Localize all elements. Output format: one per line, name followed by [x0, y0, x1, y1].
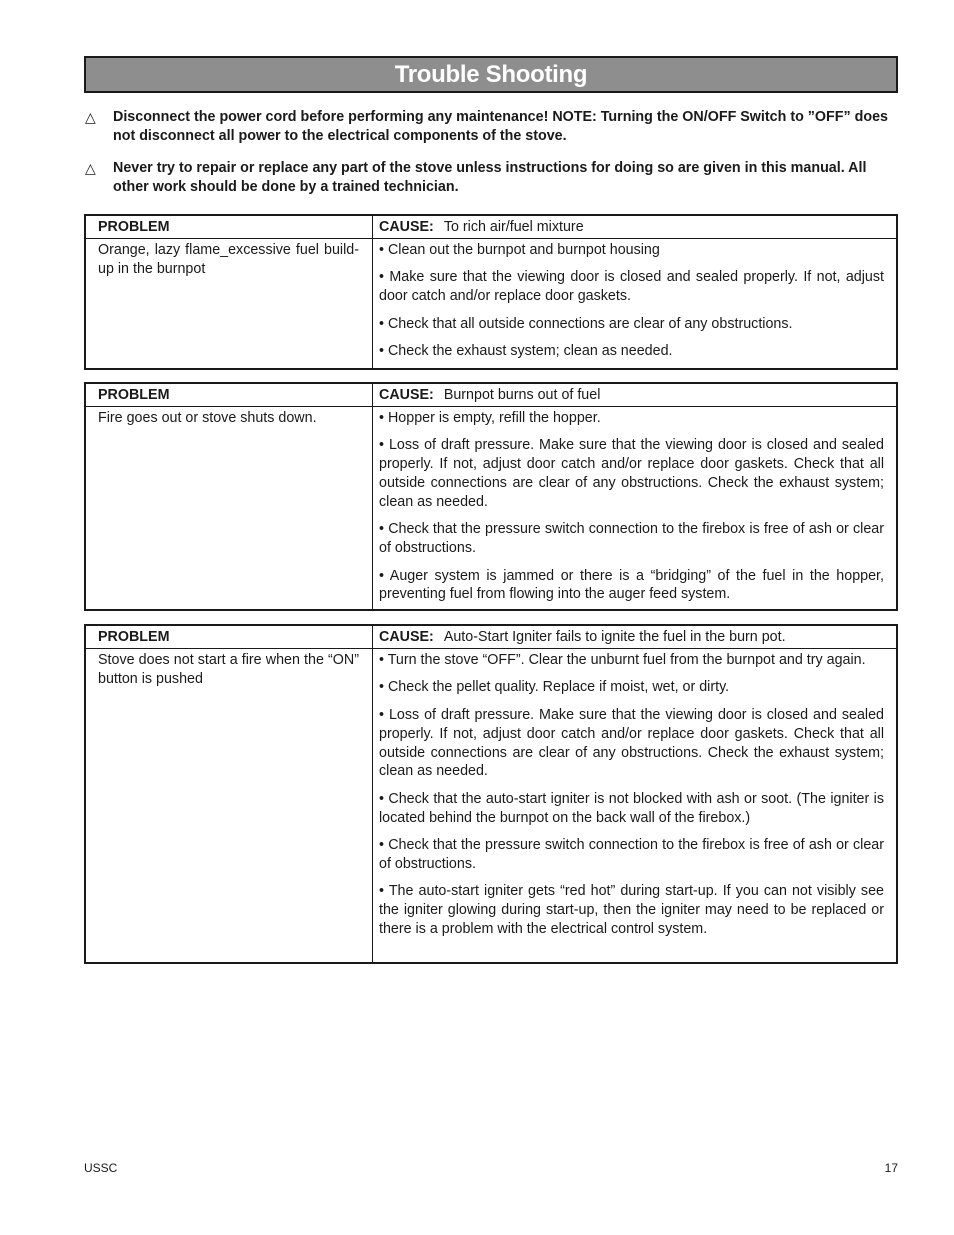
cause-label: CAUSE:: [379, 219, 434, 235]
solutions-list: [373, 649, 896, 962]
warning-triangle-icon: △: [85, 159, 96, 176]
warning-item: [84, 159, 898, 198]
warnings-section: [84, 108, 898, 210]
cause-cell: [373, 626, 786, 648]
problem-table-body: [86, 649, 896, 962]
cause-label: CAUSE:: [379, 387, 434, 403]
problem-description: Orange, lazy flame_excessive fuel build-up in the burnpot: [86, 239, 373, 368]
solution-item: • Turn the stove “OFF”. Clear the unburnt fuel from the burnpot and try again.: [379, 652, 866, 668]
cause-label: CAUSE:: [379, 629, 434, 645]
problem-label: PROBLEM: [86, 384, 373, 406]
solution-item: • Check that the pressure switch connection to the firebox is free of ash or clear of obstructions.: [379, 837, 884, 872]
problem-table: [84, 214, 898, 370]
problem-table: [84, 624, 898, 964]
solution-item: • Auger system is jammed or there is a “bridging” of the fuel in the hopper, preventing fuel from flowing into the auger feed system.: [379, 567, 884, 603]
problem-table-body: [86, 407, 896, 610]
problem-description: Fire goes out or stove shuts down.: [86, 407, 373, 610]
warning-item: [84, 108, 898, 147]
solution-item: • Check that the auto-start igniter is not blocked with ash or soot. (The igniter is located behind the burnpot on the back wall of the firebox.): [379, 790, 884, 826]
solution-item: • Check that the pressure switch connection to the firebox is free of ash or clear of obstructions.: [379, 521, 884, 557]
solution-item: • Hopper is empty, refill the hopper.: [379, 410, 601, 426]
solutions-list: [373, 407, 896, 610]
page-title-banner: [84, 56, 898, 93]
warning-triangle-icon: △: [85, 109, 96, 125]
solution-item: • Check that all outside connections are clear of any obstructions.: [379, 315, 793, 332]
problem-table-body: [86, 239, 896, 368]
problem-table-header: [86, 384, 896, 407]
warning-text: Never try to repair or replace any part of the stove unless instructions for doing so are given in this manual. All other work should be done by a trained technician.: [113, 159, 867, 196]
solution-item: • Clean out the burnpot and burnpot housing: [379, 242, 660, 258]
warning-text: Disconnect the power cord before performing any maintenance! NOTE: Turning the ON/OFF Switch to ”OFF” does not disconnect all power to the electrical components of the stove.: [113, 109, 889, 145]
problem-label: PROBLEM: [86, 216, 373, 238]
solution-item: • The auto-start igniter gets “red hot” during start-up. If you can not visibly see the igniter glowing during start-up, then the igniter may need to be replaced or there is a problem with the electrical control system.: [379, 883, 884, 937]
solution-item: • Check the pellet quality. Replace if moist, wet, or dirty.: [379, 679, 730, 696]
cause-text: Burnpot burns out of fuel: [443, 387, 601, 403]
solutions-list: [373, 239, 896, 368]
problem-table-header: [86, 626, 896, 649]
problem-table: [84, 382, 898, 611]
page-number: 17: [884, 1161, 898, 1175]
cause-text: Auto-Start Igniter fails to ignite the fuel in the burn pot.: [443, 629, 786, 645]
problem-table-header: [86, 216, 896, 239]
solution-item: • Check the exhaust system; clean as needed.: [379, 343, 673, 360]
problem-label: PROBLEM: [86, 626, 373, 648]
solution-item: • Loss of draft pressure. Make sure that the viewing door is closed and sealed properly. If not, adjust door catch and/or replace door gaskets. Check that all outside connections are clear of any obstructions. Check the exhaust system; clean as needed.: [379, 437, 884, 510]
cause-cell: [373, 384, 600, 406]
cause-text: To rich air/fuel mixture: [443, 219, 584, 235]
cause-cell: [373, 216, 584, 238]
solution-item: • Loss of draft pressure. Make sure that the viewing door is closed and sealed properly. If not, adjust door catch and/or replace door gaskets. Check that all outside connections are clear of any obstructions. Check the exhaust system; clean as needed.: [379, 706, 884, 780]
page-title: Trouble Shooting: [394, 60, 588, 88]
problem-description: Stove does not start a fire when the “ON” button is pushed: [86, 649, 373, 962]
footer-brand: USSC: [84, 1161, 118, 1175]
solution-item: • Make sure that the viewing door is closed and sealed properly. If not, adjust door catch and/or replace door gaskets.: [379, 269, 884, 305]
